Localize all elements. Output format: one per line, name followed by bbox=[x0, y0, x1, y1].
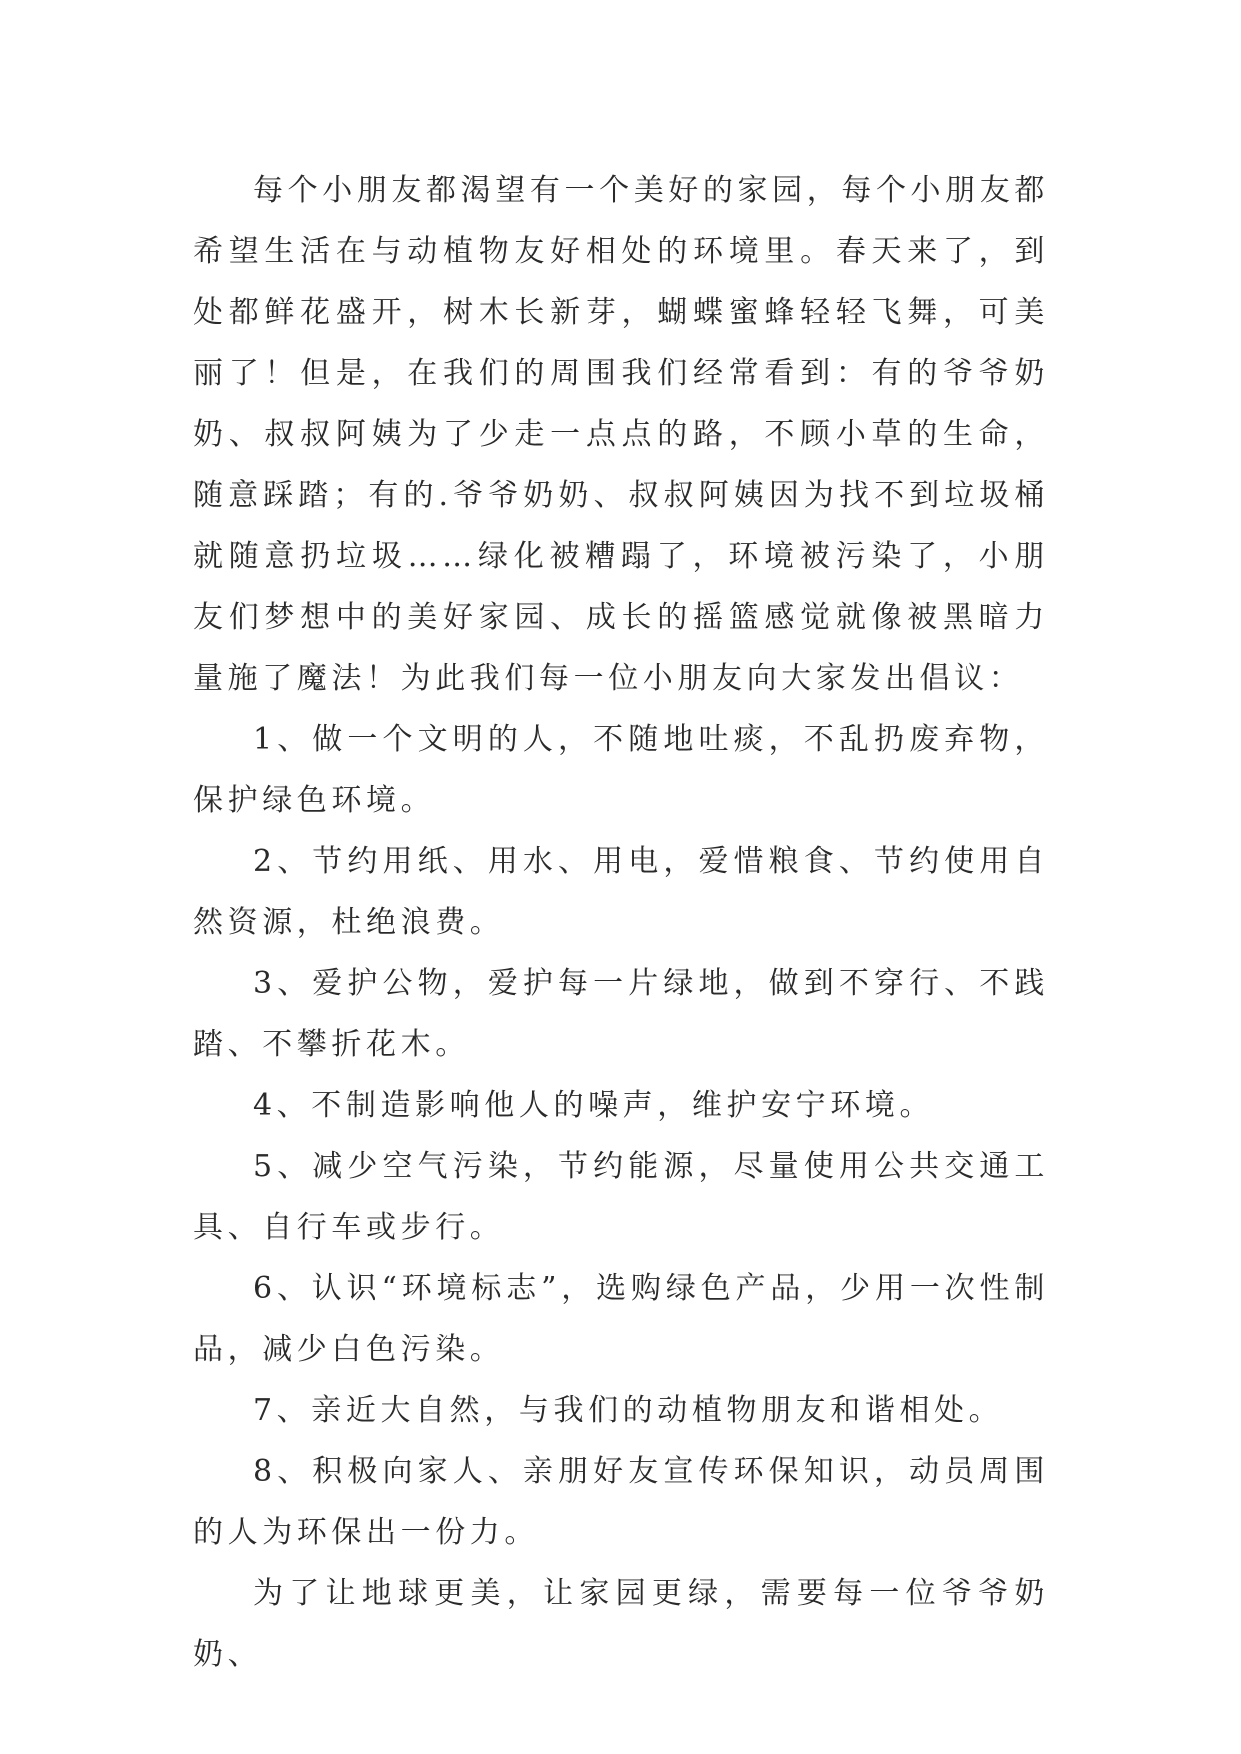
proposal-item-6: 6、认识“环境标志”，选购绿色产品，少用一次性制品，减少白色污染。 bbox=[193, 1271, 1049, 1367]
document-body bbox=[193, 160, 1049, 1685]
proposal-item-7: 7、亲近大自然，与我们的动植物朋友和谐相处。 bbox=[253, 1393, 1004, 1428]
proposal-item-4: 4、不制造影响他人的噪声，维护安宁环境。 bbox=[253, 1088, 935, 1123]
intro-paragraph: 每个小朋友都渴望有一个美好的家园，每个小朋友都希望生活在与动植物友好相处的环境里。春天来了，到处都鲜花盛开，树木长新芽，蝴蝶蜜蜂轻轻飞舞，可美丽了！但是，在我们的周围我们经常看到：有的爷爷奶奶、叔叔阿姨为了少走一点点的路，不顾小草的生命，随意踩踏；有的.爷爷奶奶、叔叔阿姨因为找不到垃圾桶就随意扔垃圾……绿化被糟蹋了，环境被污染了，小朋友们梦想中的美好家园、成长的摇篮感觉就像被黑暗力量施了魔法！为此我们每一位小朋友向大家发出倡议： bbox=[193, 173, 1049, 696]
proposal-item-3: 3、爱护公物，爱护每一片绿地，做到不穿行、不践踏、不攀折花木。 bbox=[193, 966, 1049, 1062]
proposal-item-2: 2、节约用纸、用水、用电，爱惜粮食、节约使用自然资源，杜绝浪费。 bbox=[193, 844, 1049, 940]
proposal-item-1: 1、做一个文明的人，不随地吐痰，不乱扔废弃物，保护绿色环境。 bbox=[193, 722, 1049, 818]
proposal-item-8: 8、积极向家人、亲朋好友宣传环保知识，动员周围的人为环保出一份力。 bbox=[193, 1454, 1049, 1550]
closing-paragraph: 为了让地球更美，让家园更绿，需要每一位爷爷奶奶、 bbox=[193, 1576, 1049, 1672]
proposal-item-5: 5、减少空气污染，节约能源，尽量使用公共交通工具、自行车或步行。 bbox=[193, 1149, 1049, 1245]
